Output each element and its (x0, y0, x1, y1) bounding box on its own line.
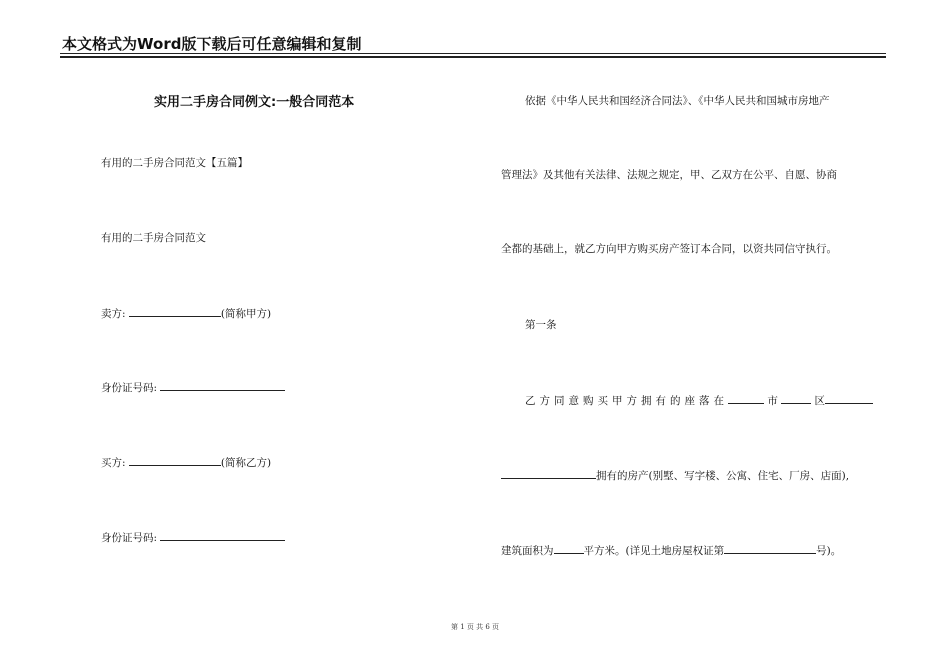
buyer-line (101, 455, 271, 470)
article-line-1-text-c: 区 (814, 395, 826, 407)
buyer-suffix: (简称乙方) (220, 457, 272, 469)
article-line-1-text-b: 市 (767, 395, 778, 407)
id2-label: 身份证号码: (101, 532, 158, 544)
article-heading: 第一条 (525, 319, 557, 331)
article-line-3-text-b: 平方米。(详见土地房屋权证第 (583, 545, 725, 557)
article-line-2 (501, 468, 849, 483)
city-blank[interactable] (728, 393, 764, 404)
article-line-1-text-a: 乙方同意购买甲方拥有的座落在 (525, 395, 728, 407)
article-line-2-text: 拥有的房产(别墅、写字楼、公寓、住宅、厂房、店面), (596, 470, 850, 482)
id1-label: 身份证号码: (101, 382, 158, 394)
buyer-label: 买方: (101, 457, 126, 469)
header-rule (60, 53, 886, 54)
page-title: 实用二手房合同例文:一般合同范本 (154, 95, 355, 110)
article-line-1 (525, 393, 873, 408)
location-blank[interactable] (501, 468, 596, 479)
seller-label: 卖方: (101, 308, 126, 320)
address-blank[interactable] (825, 393, 873, 404)
buyer-blank[interactable] (129, 455, 221, 466)
para1-line-3: 全都的基础上，就乙方向甲方购买房产签订本合同，以资共同信守执行。 (501, 243, 837, 255)
district-blank[interactable] (781, 393, 811, 404)
seller-suffix: (简称甲方) (220, 308, 272, 320)
id1-line (101, 380, 285, 395)
seller-line (101, 306, 271, 321)
document-header: 本文格式为Word版下载后可任意编辑和复制 (62, 35, 362, 53)
page-footer: 第 1 页 共 6 页 (450, 623, 500, 631)
header-rule-thick (60, 56, 886, 58)
certificate-blank[interactable] (724, 543, 816, 554)
para1-line-1: 依据《中华人民共和国经济合同法》、《中华人民共和国城市房地产 (525, 95, 830, 107)
left-line-2: 有用的二手房合同范文 (101, 232, 206, 244)
article-line-3-text-c: 号)。 (816, 545, 842, 557)
left-line-1: 有用的二手房合同范文【五篇】 (101, 157, 248, 169)
id2-line (101, 530, 285, 545)
area-blank[interactable] (554, 543, 584, 554)
para1-line-2: 管理法》及其他有关法律、法规之规定，甲、乙双方在公平、自愿、协商 (501, 169, 837, 181)
article-line-3 (501, 543, 841, 558)
id1-blank[interactable] (160, 380, 285, 391)
article-line-3-text-a: 建筑面积为 (501, 545, 554, 557)
seller-blank[interactable] (129, 306, 221, 317)
id2-blank[interactable] (160, 530, 285, 541)
